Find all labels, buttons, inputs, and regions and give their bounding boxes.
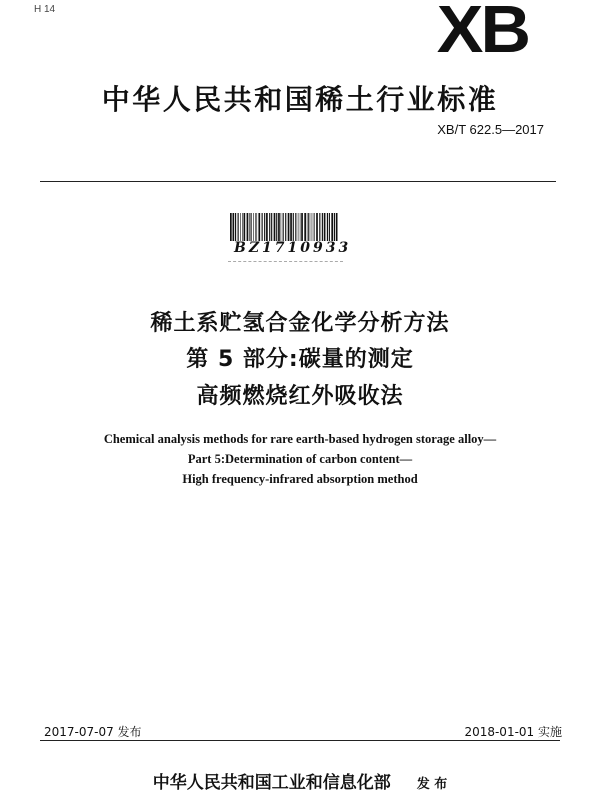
bottom-divider bbox=[40, 740, 560, 741]
title-en-line3: High frequency-infrared absorption method bbox=[182, 472, 418, 486]
barcode-number: BZ1710933 bbox=[234, 240, 352, 256]
publish-label: 发 布 bbox=[416, 777, 448, 792]
xb-logo: XB bbox=[436, 0, 528, 67]
title-en-line1: Chemical analysis methods for rare earth-based hydrogen storage alloy— bbox=[103, 432, 497, 446]
barcode bbox=[228, 213, 352, 267]
barcode-bars bbox=[230, 213, 340, 241]
issue-date: 2017-07-07 发布 bbox=[44, 725, 142, 739]
top-divider bbox=[40, 181, 556, 182]
barcode-underline bbox=[228, 261, 343, 262]
standard-number: XB/T 622.5—2017 bbox=[437, 122, 544, 137]
title-en-line2: Part 5:Determination of carbon content— bbox=[187, 452, 413, 466]
footer bbox=[0, 768, 600, 793]
organization-title: 中华人民共和国稀土行业标准 bbox=[101, 83, 499, 116]
title-cn-line2: 第 5 部分:碳量的测定 bbox=[186, 347, 414, 372]
implementation-date: 2018-01-01 实施 bbox=[464, 725, 562, 739]
title-cn-line1: 稀土系贮氢合金化学分析方法 bbox=[150, 311, 450, 336]
title-cn-line3: 高频燃烧红外吸收法 bbox=[196, 384, 404, 409]
ics-code: H 14 bbox=[34, 4, 56, 15]
issuer-name: 中华人民共和国工业和信息化部 bbox=[152, 773, 391, 793]
